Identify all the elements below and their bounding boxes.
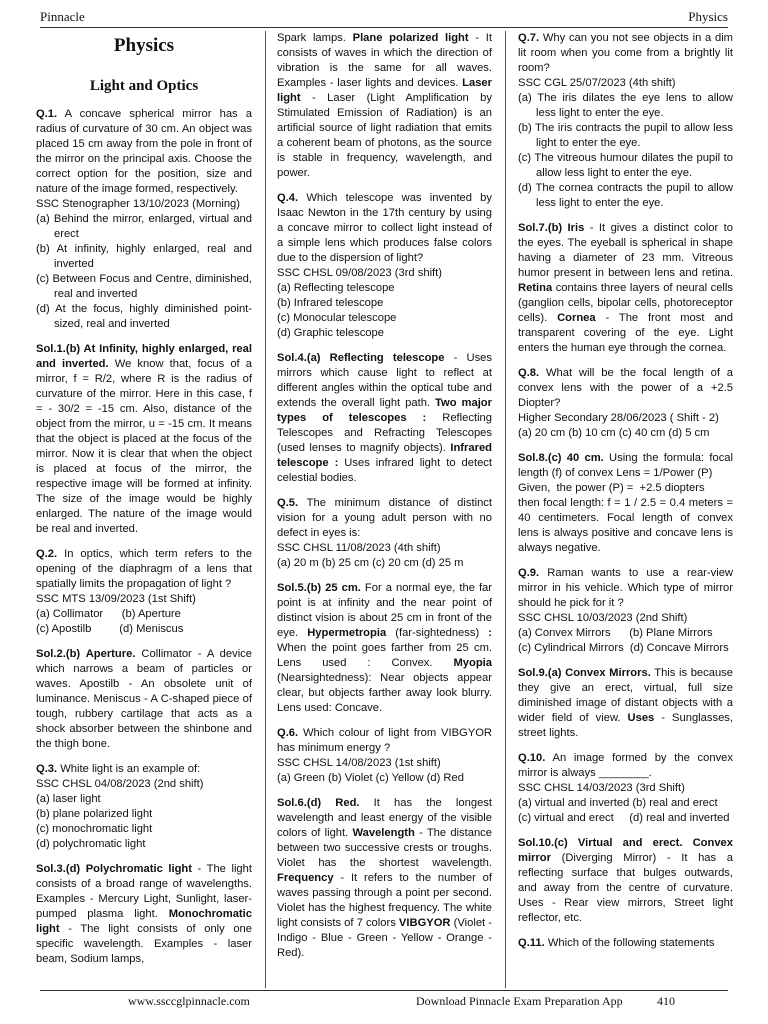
solution-term: Wavelength bbox=[352, 827, 415, 839]
solution-text: - Uses mirrors which cause light to reflect at different angles within the optical tube and extends the overall light path. bbox=[277, 352, 492, 409]
solution-term: Frequency bbox=[277, 872, 334, 884]
solution-head: Sol.4.(a) Reflecting telescope bbox=[277, 352, 445, 364]
solution-head: Sol.5.(b) 25 cm. bbox=[277, 582, 361, 594]
exam-reference: SSC MTS 13/09/2023 (1st Shift) bbox=[36, 593, 196, 605]
solution-3 bbox=[36, 862, 252, 967]
solution-text: When the point goes farther from 25 cm. Lens used : Convex. bbox=[277, 642, 492, 669]
header-divider bbox=[40, 27, 728, 28]
solution-text: - It gives a distinct color to the eyes. The eyeball is spherical in shape having a diameter of 23 mm. Vitreous humor present in between lens and retina. bbox=[518, 222, 733, 279]
header-brand: Pinnacle bbox=[40, 9, 85, 24]
question-9 bbox=[518, 566, 733, 656]
exam-reference: Higher Secondary 28/06/2023 ( Shift - 2) bbox=[518, 412, 719, 424]
option: (c) monochromatic light bbox=[36, 823, 153, 835]
question-4 bbox=[277, 191, 492, 341]
question-2 bbox=[36, 547, 252, 637]
solution-head: Sol.6.(d) Red. bbox=[277, 797, 360, 809]
exam-reference: SSC Stenographer 13/10/2023 (Morning) bbox=[36, 198, 240, 210]
solution-10 bbox=[518, 836, 733, 926]
option: (d) At the focus, highly diminished point-sized, real and inverted bbox=[36, 303, 252, 330]
question-label: Q.9. bbox=[518, 567, 540, 579]
solution-text: Using the formula: focal length (f) of convex Lens = 1/Power (P) bbox=[518, 452, 733, 479]
solution-head: Sol.9.(a) Convex Mirrors. bbox=[518, 667, 651, 679]
question-text: In optics, which term refers to the opening of the diaphragm of a lens that spatially limits the propagation of light ? bbox=[36, 548, 252, 590]
options-row: (a) 20 m (b) 25 cm (c) 20 cm (d) 25 m bbox=[277, 557, 464, 569]
option: (b) Infrared telescope bbox=[277, 297, 384, 309]
options-row: (c) Apostilb (d) Meniscus bbox=[36, 623, 184, 635]
exam-reference: SSC CHSL 14/03/2023 (3rd Shift) bbox=[518, 782, 685, 794]
option: (b) At infinity, highly enlarged, real and inverted bbox=[36, 243, 252, 270]
question-3 bbox=[36, 762, 252, 852]
solution-term: Monochromatic light bbox=[36, 908, 252, 935]
solution-text: - Sunglasses, street lights. bbox=[518, 712, 733, 739]
solution-text: - The front most and transparent covering of the eye. Light enters the human eye through the cornea. bbox=[518, 312, 733, 354]
option: (b) The iris contracts the pupil to allow less light to enter the eye. bbox=[518, 122, 733, 149]
option: (c) The vitreous humour dilates the pupil to allow less light to enter the eye. bbox=[518, 152, 733, 179]
exam-reference: SSC CHSL 09/08/2023 (3rd shift) bbox=[277, 267, 442, 279]
question-text: Which of the following statements bbox=[544, 937, 715, 949]
solution-text: - The light consists of only one specific wavelength. Examples - laser beam, Sodium lamps, bbox=[36, 923, 252, 965]
question-label: Q.3. bbox=[36, 763, 58, 775]
solution-text: Collimator - A device which narrows a beam of particles or waves. Apostilb - An obsolete unit of luminance. Meniscus - A C-shaped piece of tough, rubbery cartilage that acts as a shock absorber between the shinbone and the thigh bone. bbox=[36, 648, 252, 750]
solution-term: Hypermetropia bbox=[307, 627, 387, 639]
column-divider bbox=[265, 31, 266, 988]
exam-reference: SSC CHSL 10/03/2023 (2nd Shift) bbox=[518, 612, 688, 624]
solution-head: Sol.1.(b) At Infinity, highly enlarged, real and inverted. bbox=[36, 343, 252, 370]
solution-text: Reflecting Telescopes and Refracting Telescopes (used lenses to magnify objects). bbox=[277, 412, 492, 454]
solution-1 bbox=[36, 342, 252, 537]
solution-text: - The light consists of a broad range of wavelengths. Examples - Mercury Light, Sunlight, laser-pumped plasma light. bbox=[36, 863, 252, 920]
solution-head: Sol.7.(b) Iris bbox=[518, 222, 585, 234]
option: (d) The cornea contracts the pupil to allow less light to enter the eye. bbox=[518, 182, 733, 209]
column-3 bbox=[518, 31, 733, 961]
solution-term: Laser light bbox=[277, 77, 492, 104]
exam-reference: SSC CHSL 04/08/2023 (2nd shift) bbox=[36, 778, 204, 790]
question-11 bbox=[518, 936, 733, 951]
question-8 bbox=[518, 366, 733, 441]
option: (a) Reflecting telescope bbox=[277, 282, 395, 294]
question-text: Which colour of light from VIBGYOR has minimum energy ? bbox=[277, 727, 492, 754]
question-6 bbox=[277, 726, 492, 786]
solution-text: - Laser (Light Amplification by Stimulated Emission of Radiation) is an artificial source of light radiation that emits a coherent beam of photons, as the source is stable in frequency, wavelength, and power. bbox=[277, 92, 492, 179]
solution-text: (Nearsightedness): Near objects appear clear, but objects farther away look blurry. Lens used: Concave. bbox=[277, 672, 492, 714]
solution-text: (Violet - Indigo - Blue - Green - Yellow - Orange - Red). bbox=[277, 917, 492, 959]
header-subject: Physics bbox=[688, 9, 728, 24]
page-header bbox=[40, 9, 728, 27]
solution-4 bbox=[277, 351, 492, 486]
footer-app-promo: Download Pinnacle Exam Preparation App bbox=[416, 994, 623, 1008]
solution-text: then focal length: f = 1 / 2.5 = 0.4 meters = 40 centimeters. Focal length of convex lens is always positive and concave lens is always negative. bbox=[518, 497, 733, 554]
solution-2 bbox=[36, 647, 252, 752]
option: (c) Between Focus and Centre, diminished, real and inverted bbox=[36, 273, 252, 300]
solution-text: - It consists of waves in which the direction of vibration is the same for all waves. Examples - laser lights and devices. bbox=[277, 32, 492, 89]
solution-8 bbox=[518, 451, 733, 556]
question-label: Q.2. bbox=[36, 548, 58, 560]
solution-text: - The distance between two successive crests or troughs. Violet has the shortest wavelength. bbox=[277, 827, 492, 869]
question-5 bbox=[277, 496, 492, 571]
column-1 bbox=[36, 31, 252, 977]
solution-3-continued bbox=[277, 31, 492, 181]
option: (a) laser light bbox=[36, 793, 101, 805]
question-7 bbox=[518, 31, 733, 211]
options-row: (c) Cylindrical Mirrors (d) Concave Mirrors bbox=[518, 642, 729, 654]
solution-text: Uses infrared light to detect celestial bodies. bbox=[277, 457, 492, 484]
solution-text: - It refers to the number of waves passing through a point per second. Violet has the highest frequency. The white light consists of 7 colors bbox=[277, 872, 492, 929]
solution-head: Sol.10.(c) Virtual and erect. Convex mirror bbox=[518, 837, 733, 864]
solution-term: : bbox=[488, 627, 492, 639]
question-label: Q.7. bbox=[518, 32, 540, 44]
solution-head: Sol.3.(d) Polychromatic light bbox=[36, 863, 192, 875]
exam-reference: SSC CHSL 11/08/2023 (4th shift) bbox=[277, 542, 441, 554]
solution-term: Plane polarized light bbox=[352, 32, 469, 44]
question-label: Q.6. bbox=[277, 727, 299, 739]
solution-term: Infrared telescope : bbox=[277, 442, 492, 469]
footer-website-link[interactable]: www.ssccglpinnacle.com bbox=[128, 994, 250, 1008]
footer-divider bbox=[40, 990, 728, 991]
question-text: Why can you not see objects in a dim lit room when you come from a brightly lit room? bbox=[518, 32, 733, 74]
options-row: (a) Convex Mirrors (b) Plane Mirrors bbox=[518, 627, 713, 639]
page-title: Physics bbox=[113, 35, 175, 56]
options-row: (a) virtual and inverted (b) real and erect bbox=[518, 797, 718, 809]
question-label: Q.1. bbox=[36, 108, 58, 120]
solution-text: For a normal eye, the far point is at infinity and the near point of distinct vision is about 25 cm in front of the eye. bbox=[277, 582, 492, 639]
question-text: Which telescope was invented by Isaac Newton in the 17th century by using a concave mirror to collect light instead of a simple lens which produces false colors due to the dispersion of light? bbox=[277, 192, 492, 264]
column-divider bbox=[505, 31, 506, 988]
solution-term: Uses bbox=[627, 712, 655, 724]
solution-term: Myopia bbox=[453, 657, 492, 669]
question-text: An image formed by the convex mirror is always ________. bbox=[518, 752, 733, 779]
question-text: What will be the focal length of a convex lens with the power of a +2.5 Diopter? bbox=[518, 367, 733, 409]
option: (c) Monocular telescope bbox=[277, 312, 397, 324]
options-row: (c) virtual and erect (d) real and inverted bbox=[518, 812, 730, 824]
options-row: (a) Green (b) Violet (c) Yellow (d) Red bbox=[277, 772, 464, 784]
solution-term: Cornea bbox=[557, 312, 596, 324]
options-list bbox=[36, 212, 252, 332]
question-text: Raman wants to use a rear-view mirror in his vehicle. Which type of mirror should he pick for it ? bbox=[518, 567, 733, 609]
solution-text: contains three layers of neural cells (ganglion cells, bipolar cells, photoreceptor cells). bbox=[518, 282, 733, 324]
solution-7 bbox=[518, 221, 733, 356]
options-row: (a) 20 cm (b) 10 cm (c) 40 cm (d) 5 cm bbox=[518, 427, 710, 439]
option: (d) polychromatic light bbox=[36, 838, 146, 850]
exam-reference: SSC CGL 25/07/2023 (4th shift) bbox=[518, 77, 676, 89]
solution-6 bbox=[277, 796, 492, 961]
options-row: (a) Collimator (b) Aperture bbox=[36, 608, 181, 620]
solution-text: (far-sightedness) bbox=[386, 627, 489, 639]
question-label: Q.5. bbox=[277, 497, 299, 509]
solution-text: This is because they give an erect, virtual, full size diminished image of distant objects with a wider field of view. bbox=[518, 667, 733, 724]
question-text: A concave spherical mirror has a radius of curvature of 30 cm. An object was placed 15 cm away from the pole in front of the mirror on the principal axis. Choose the correct option for the position, size and nature of the image formed, respectively. bbox=[36, 108, 252, 195]
solution-term: VIBGYOR bbox=[398, 917, 451, 929]
solution-term: Two major types of telescopes : bbox=[277, 397, 492, 424]
column-2 bbox=[277, 31, 492, 971]
solution-text: It has the longest wavelength and least energy of the visible colors of light. bbox=[277, 797, 492, 839]
option: (d) Graphic telescope bbox=[277, 327, 384, 339]
options-list bbox=[277, 281, 492, 341]
question-text: The minimum distance of distinct vision for a young adult person with no defect in eyes is: bbox=[277, 497, 492, 539]
question-10 bbox=[518, 751, 733, 826]
solution-text: Given, the power (P) = +2.5 diopters bbox=[518, 482, 705, 494]
option: (a) The iris dilates the eye lens to allow less light to enter the eye. bbox=[518, 92, 733, 119]
solution-term: Retina bbox=[518, 282, 553, 294]
option: (a) Behind the mirror, enlarged, virtual and erect bbox=[36, 213, 252, 240]
question-text: White light is an example of: bbox=[57, 763, 201, 775]
question-label: Q.4. bbox=[277, 192, 299, 204]
question-label: Q.10. bbox=[518, 752, 546, 764]
section-title: Light and Optics bbox=[89, 78, 199, 94]
solution-text: Spark lamps. bbox=[277, 32, 353, 44]
page-number: 410 bbox=[657, 994, 675, 1008]
solution-text: We know that, focus of a mirror, f = R/2, where R is the radius of curvature of the mirror. Here in this case, f = - 30/2 = -15 cm. Also, distance of the object from the mirror, u = -15 cm. It means that the object is placed at the focus of the mirror. Now it is clear that when the object is placed at focus of the mirror, the respective image will be formed at infinity. The size of the image would be highly enlarged. The nature of the image would be real and inverted. bbox=[36, 358, 252, 535]
question-1 bbox=[36, 107, 252, 332]
solution-head: Sol.8.(c) 40 cm. bbox=[518, 452, 604, 464]
options-list bbox=[36, 792, 252, 852]
solution-head: Sol.2.(b) Aperture. bbox=[36, 648, 136, 660]
solution-9 bbox=[518, 666, 733, 741]
exam-reference: SSC CHSL 14/08/2023 (1st shift) bbox=[277, 757, 441, 769]
question-label: Q.8. bbox=[518, 367, 540, 379]
solution-text: (Diverging Mirror) - It has a reflecting surface that bulges outwards, and away from the centre of curvature. Uses - Rear view mirrors, Street light reflector, etc. bbox=[518, 852, 733, 924]
options-list bbox=[518, 91, 733, 211]
question-label: Q.11. bbox=[518, 937, 545, 949]
solution-5 bbox=[277, 581, 492, 716]
option: (b) plane polarized light bbox=[36, 808, 153, 820]
